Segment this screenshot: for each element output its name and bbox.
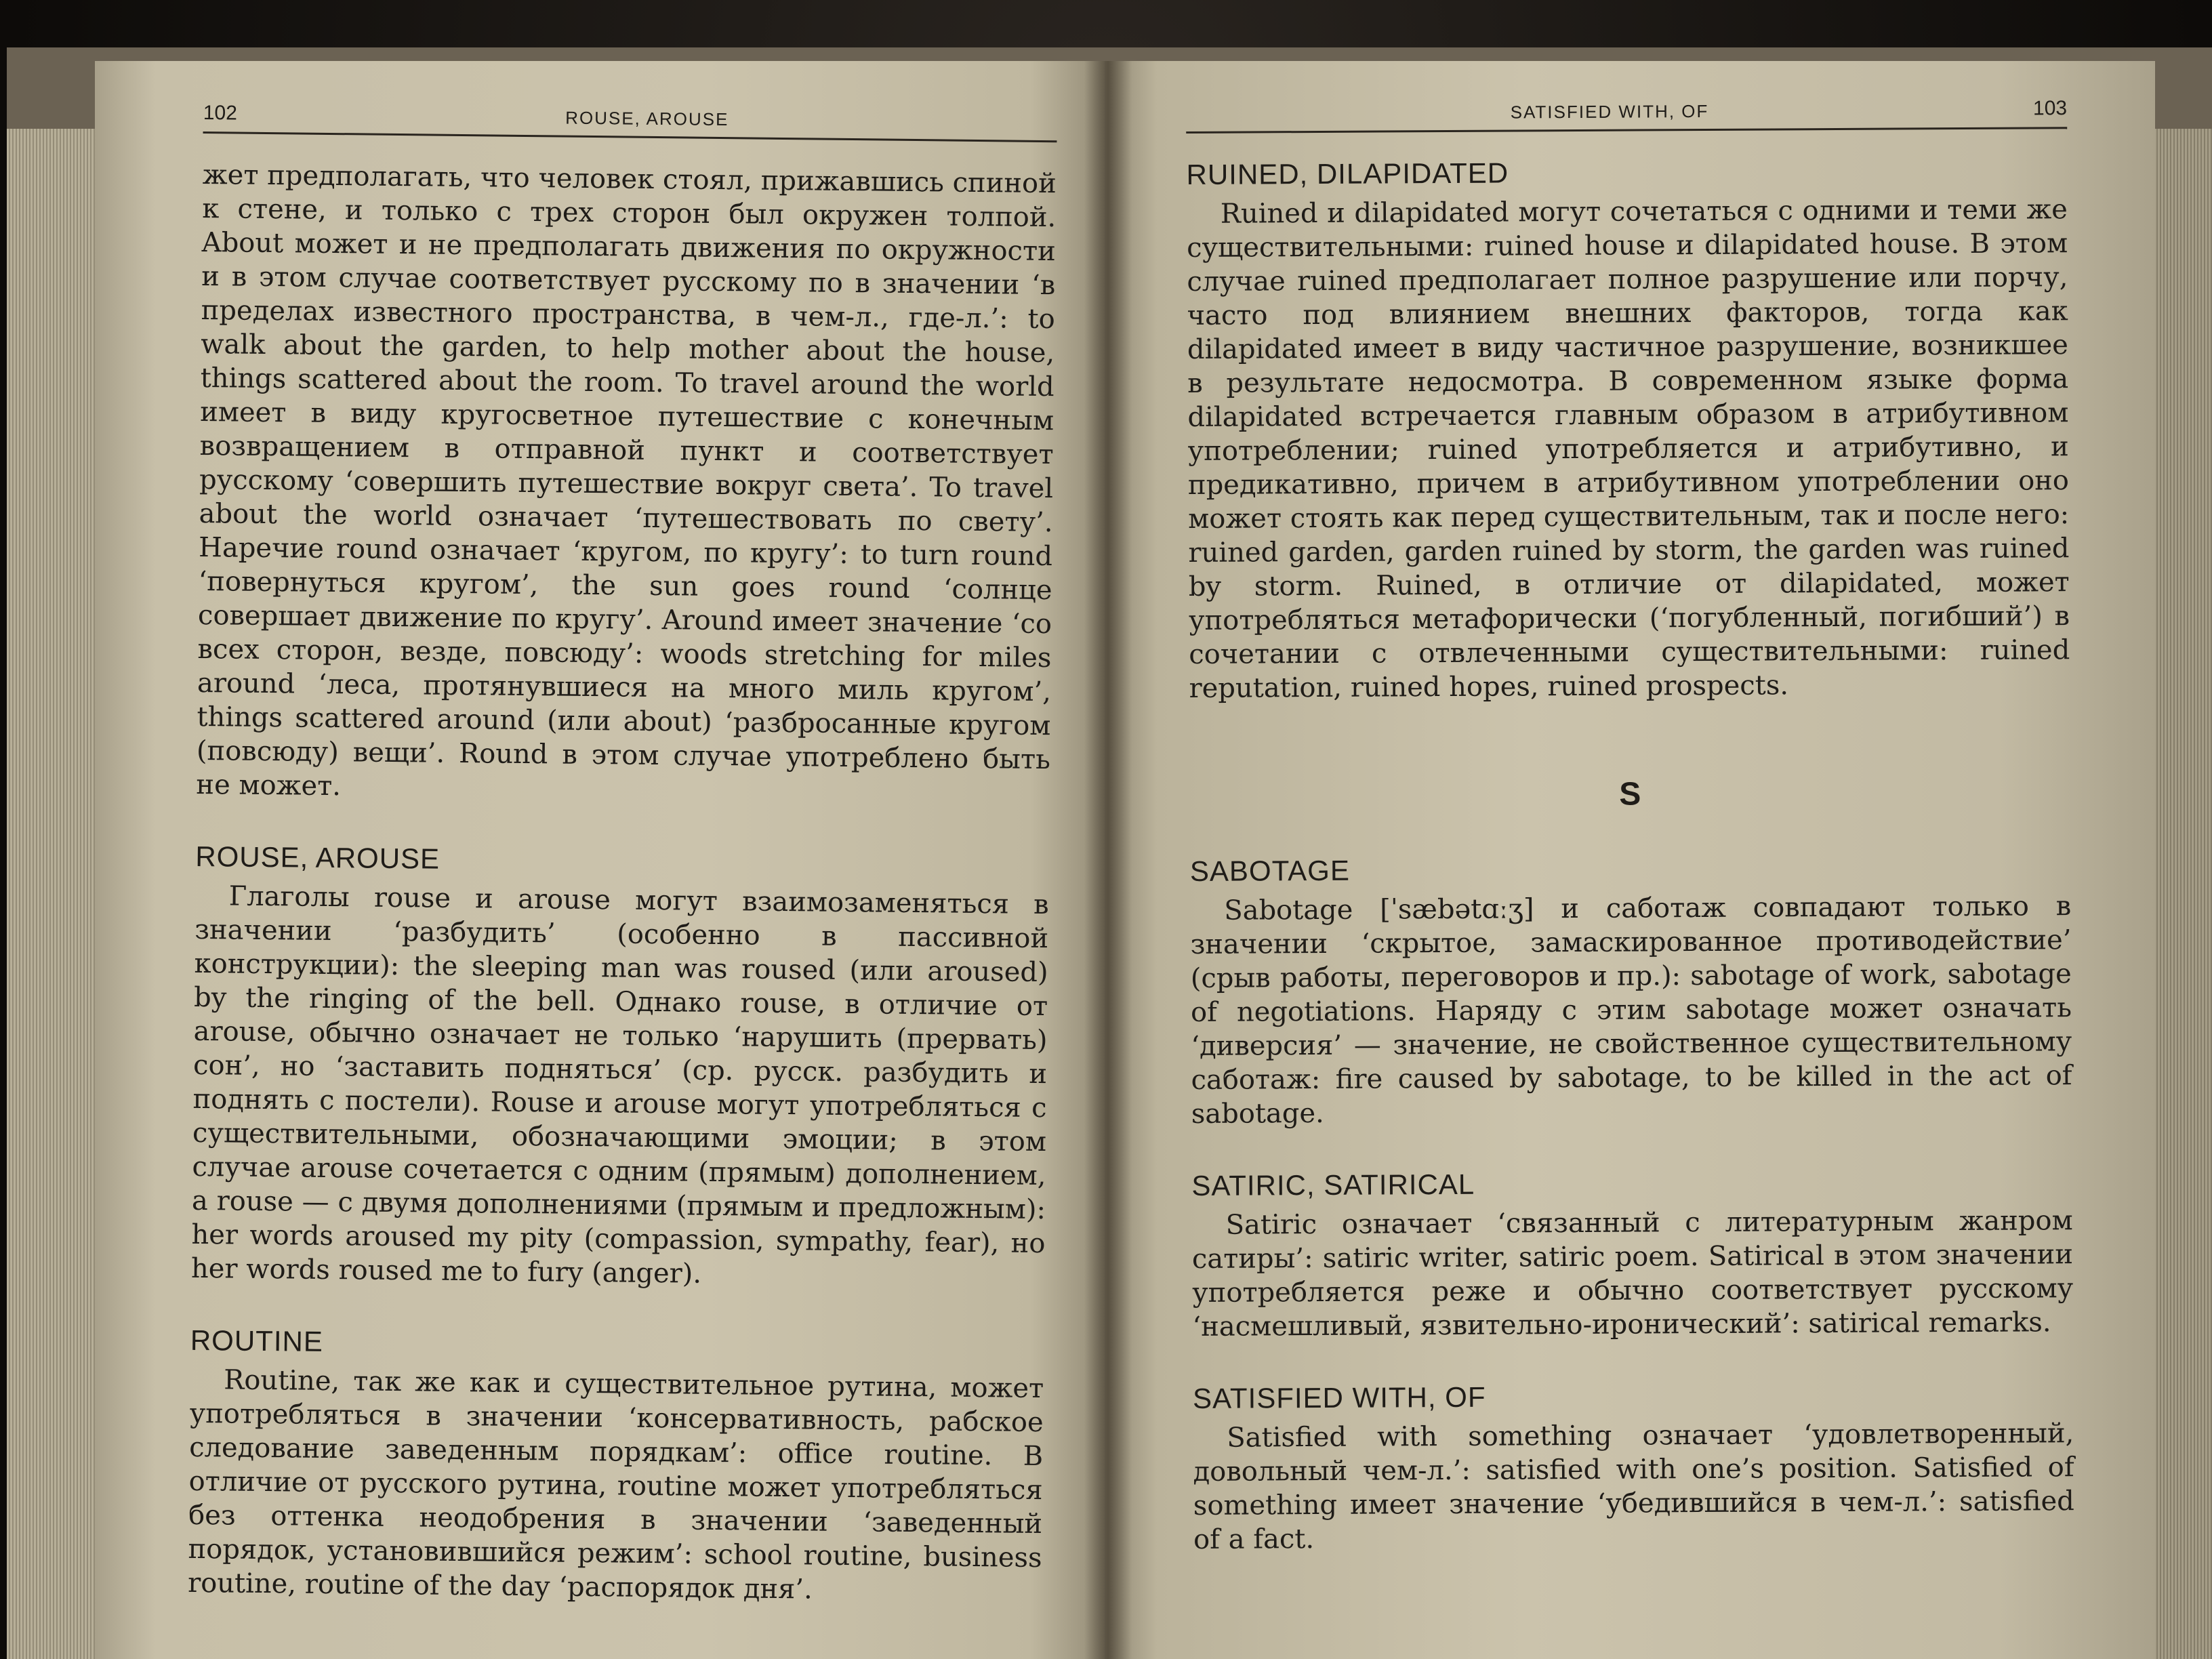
left-page-content <box>188 102 1057 1609</box>
right-page-content <box>1186 97 2074 1557</box>
headword-ruined-dilapidated: RUINED, DILAPIDATED <box>1186 157 1509 190</box>
entry-body-rouse-arouse: Глаголы rouse и arouse могут взаимозаменяться в значении ‘разбудить’ (особенно в пассивной конструкции): the sleeping man was roused (или aroused) by the ringing of the bell. Однако rouse, в отличие от arouse, обычно означает не только ‘нарушить (прервать) сон’, но ‘заставить подняться’ (ср. русск. разбудить и поднять с постели). Rouse и arouse могут употребляться с существительными, обозначающими эмоции; в этом случае arouse сочетается с одним (прямым) дополнением, а rouse — с двумя дополнениями (прямым и предложным): her words aroused my pity (compassion, sympathy, fear), но her words roused me to fury (anger). <box>190 880 1049 1290</box>
headword-routine: ROUTINE <box>190 1324 324 1357</box>
left-page <box>95 61 1111 1659</box>
right-text-body <box>1186 153 2074 1557</box>
entry-body-satisfied-with-of: Satisfied with something означает ‘удовлетворенный, довольный чем-л.’: satisfied with one’s position. Satisfied of something имеет значение ‘убедившийся в чем-л.’: satisfied of a fact. <box>1193 1418 2074 1555</box>
entry-body-ruined-dilapidated: Ruined и dilapidated могут сочетаться с одними и теми же существительными: ruined house и dilapidated house. В этом случае ruined предполагает полное разрушение или порчу, часто под влиянием внешних факторов, тогда как dilapidated имеет в виду частичное разрушение, возникшее в результате недосмотра. В современном языке форма dilapidated встречается главным образом в атрибутивном употреблении; ruined употребляется и атрибутивно, и предикативно, причем в атрибутивном употреблении оно может стоять как перед существительным, так и после него: ruined garden, garden ruined by storm, the garden was ruined by storm. Ruined, в отличие от dilapidated, может употребляться метафорически (‘погубленный, погибший’) в сочетании с отвлеченными существительными: ruined reputation, ruined hopes, ruined prospects. <box>1187 194 2070 704</box>
left-page-number: 102 <box>203 102 238 125</box>
entry-body-satiric-satirical: Satiric означает ‘связанный с литературным жанром сатиры’: satiric writer, satiric poem. Satirical в этом значении употребляется реже и обычно соответствует русскому ‘насмешливый, язвительно-иронический’: satirical remarks. <box>1191 1205 2074 1343</box>
left-running-head <box>203 102 1057 142</box>
entry-body-sabotage: Sabotage [ˈsæbətɑːʒ] и саботаж совпадают только в значении ‘скрытое, замаскированное противодействие’ (срыв работы, переговоров и пр.): sabotage of work, sabotage of negotiations. Наряду с этим sabotage может означать ‘диверсия’ — значение, не свойственное существительному саботаж: fire caused by sabotage, to be killed in the act of sabotage. <box>1190 890 2072 1130</box>
right-page-number: 103 <box>2032 97 2068 120</box>
headword-satiric-satirical: SATIRIC, SATIRICAL <box>1191 1168 1475 1202</box>
section-letter: S <box>1619 776 1641 813</box>
continuation-paragraph: жет предполагать, что человек стоял, прижавшись спиной к стене, и только с трех сторон был окружен толпой. About может и не предполагать движения по окружности и в этом случае соответствует русскому по в значении ‘в пределах известного пространства, в чем-л., где-л.’: to walk about the garden, to help mother about the house, things scattered about the room. To travel around the world имеет в виду кругосветное путешествие с конечным возвращением в отправной пункт и соответствует русскому ‘совершить путешествие вокруг света’. To travel about the world означает ‘путешествовать по свету’. Наречие round означает ‘кругом, по кругу’: to turn round ‘повернуться кругом’, the sun goes round ‘солнце совершает движение по кругу’. Around имеет значение ‘со всех сторон, везде, повсюду’: woods stretching for miles around ‘леса, протянувшиеся на много миль кругом’, things scattered around (или about) ‘разбросанные кругом (повсюду) вещи’. Round в этом случае употреблено быть не может. <box>196 159 1057 802</box>
right-running-head <box>1186 97 2067 134</box>
left-text-body <box>188 158 1057 1609</box>
open-book <box>7 47 2212 1659</box>
page-edges-left <box>7 129 102 1659</box>
right-running-title: SATISFIED WITH, OF <box>1510 100 1709 123</box>
headword-rouse-arouse: ROUSE, AROUSE <box>195 840 441 875</box>
entry-body-routine: Routine, так же как и существительное рутина, может употребляться в значении ‘консервативность, рабское следование заведенным порядкам’: office routine. В отличие от русского рутина, routine может употребляться без оттенка неодобрения в значении ‘заведенный порядок, установившийся режим’: school routine, business routine, routine of the day ‘распорядок дня’. <box>187 1364 1044 1605</box>
headword-satisfied-with-of: SATISFIED WITH, OF <box>1192 1380 1486 1414</box>
left-running-title: ROUSE, AROUSE <box>565 107 729 130</box>
headword-sabotage: SABOTAGE <box>1189 854 1351 887</box>
right-page <box>1105 61 2155 1659</box>
book-gutter <box>1084 61 1132 1659</box>
